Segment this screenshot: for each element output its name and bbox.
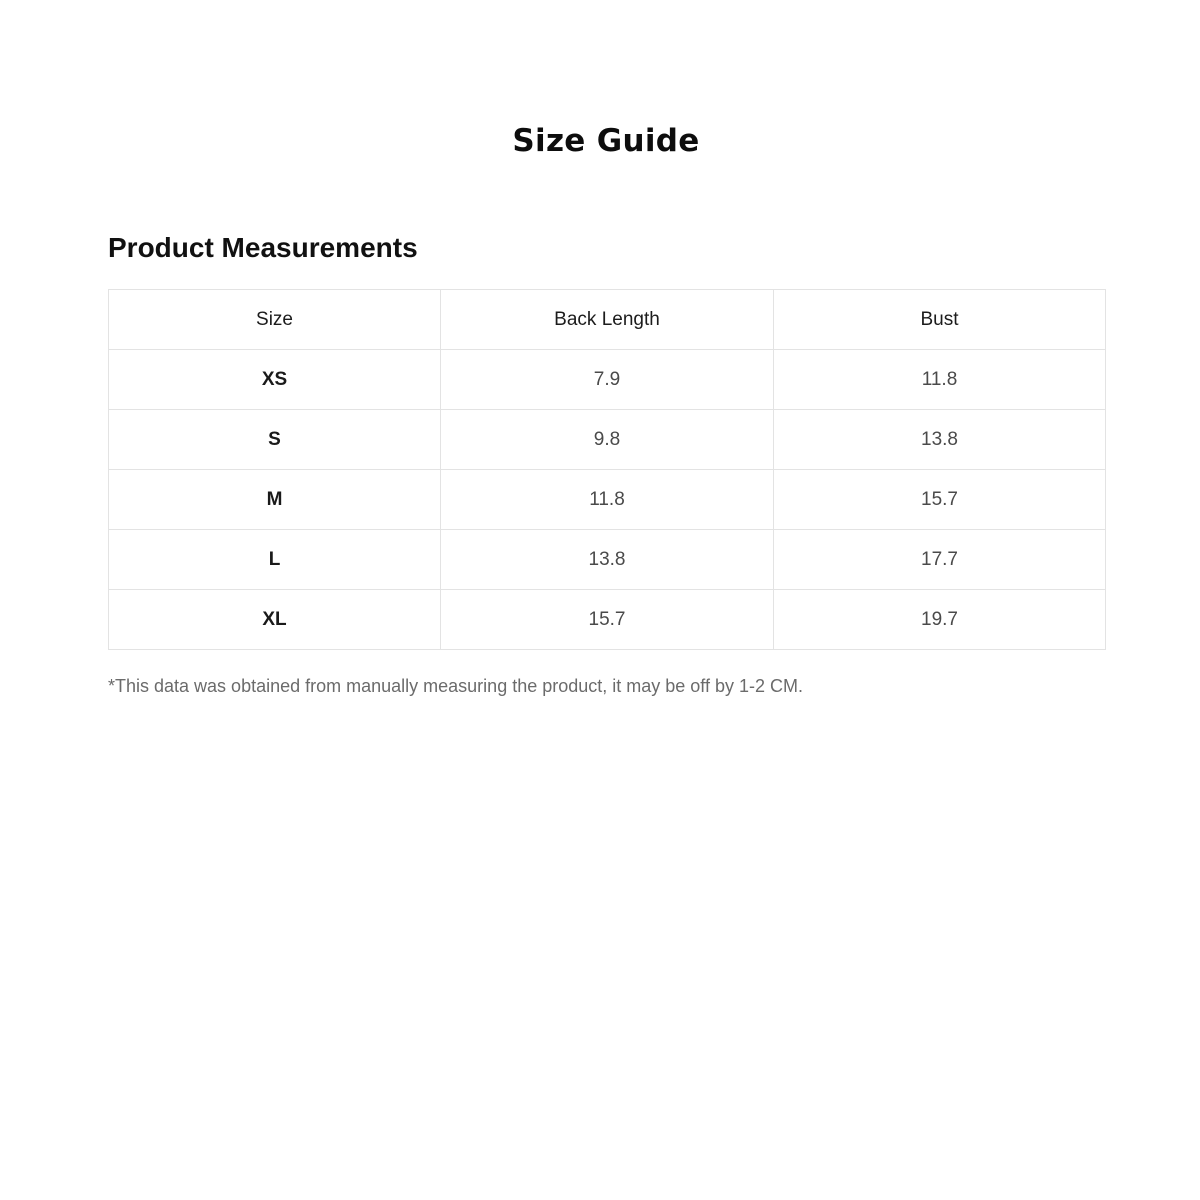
bust-cell: 17.7 [774, 530, 1106, 590]
section-title: Product Measurements [108, 232, 418, 263]
table-row [109, 590, 1106, 650]
size-cell: M [109, 470, 441, 530]
back-length-cell: 9.8 [441, 410, 774, 470]
table-row [109, 530, 1106, 590]
page-title: Size Guide [512, 123, 700, 159]
size-cell: S [109, 410, 441, 470]
column-header-bust: Bust [774, 290, 1106, 350]
table-header-row [109, 290, 1106, 350]
measurement-footnote: *This data was obtained from manually measuring the product, it may be off by 1-2 CM. [108, 676, 804, 696]
table-row [109, 350, 1106, 410]
bust-cell: 11.8 [774, 350, 1106, 410]
table-row [109, 470, 1106, 530]
size-cell: L [109, 530, 441, 590]
bust-cell: 19.7 [774, 590, 1106, 650]
column-header-size: Size [109, 290, 441, 350]
size-cell: XL [109, 590, 441, 650]
back-length-cell: 11.8 [441, 470, 774, 530]
size-cell: XS [109, 350, 441, 410]
bust-cell: 15.7 [774, 470, 1106, 530]
size-table [108, 289, 1106, 650]
bust-cell: 13.8 [774, 410, 1106, 470]
back-length-cell: 13.8 [441, 530, 774, 590]
column-header-back-length: Back Length [441, 290, 774, 350]
back-length-cell: 15.7 [441, 590, 774, 650]
table-row [109, 410, 1106, 470]
back-length-cell: 7.9 [441, 350, 774, 410]
